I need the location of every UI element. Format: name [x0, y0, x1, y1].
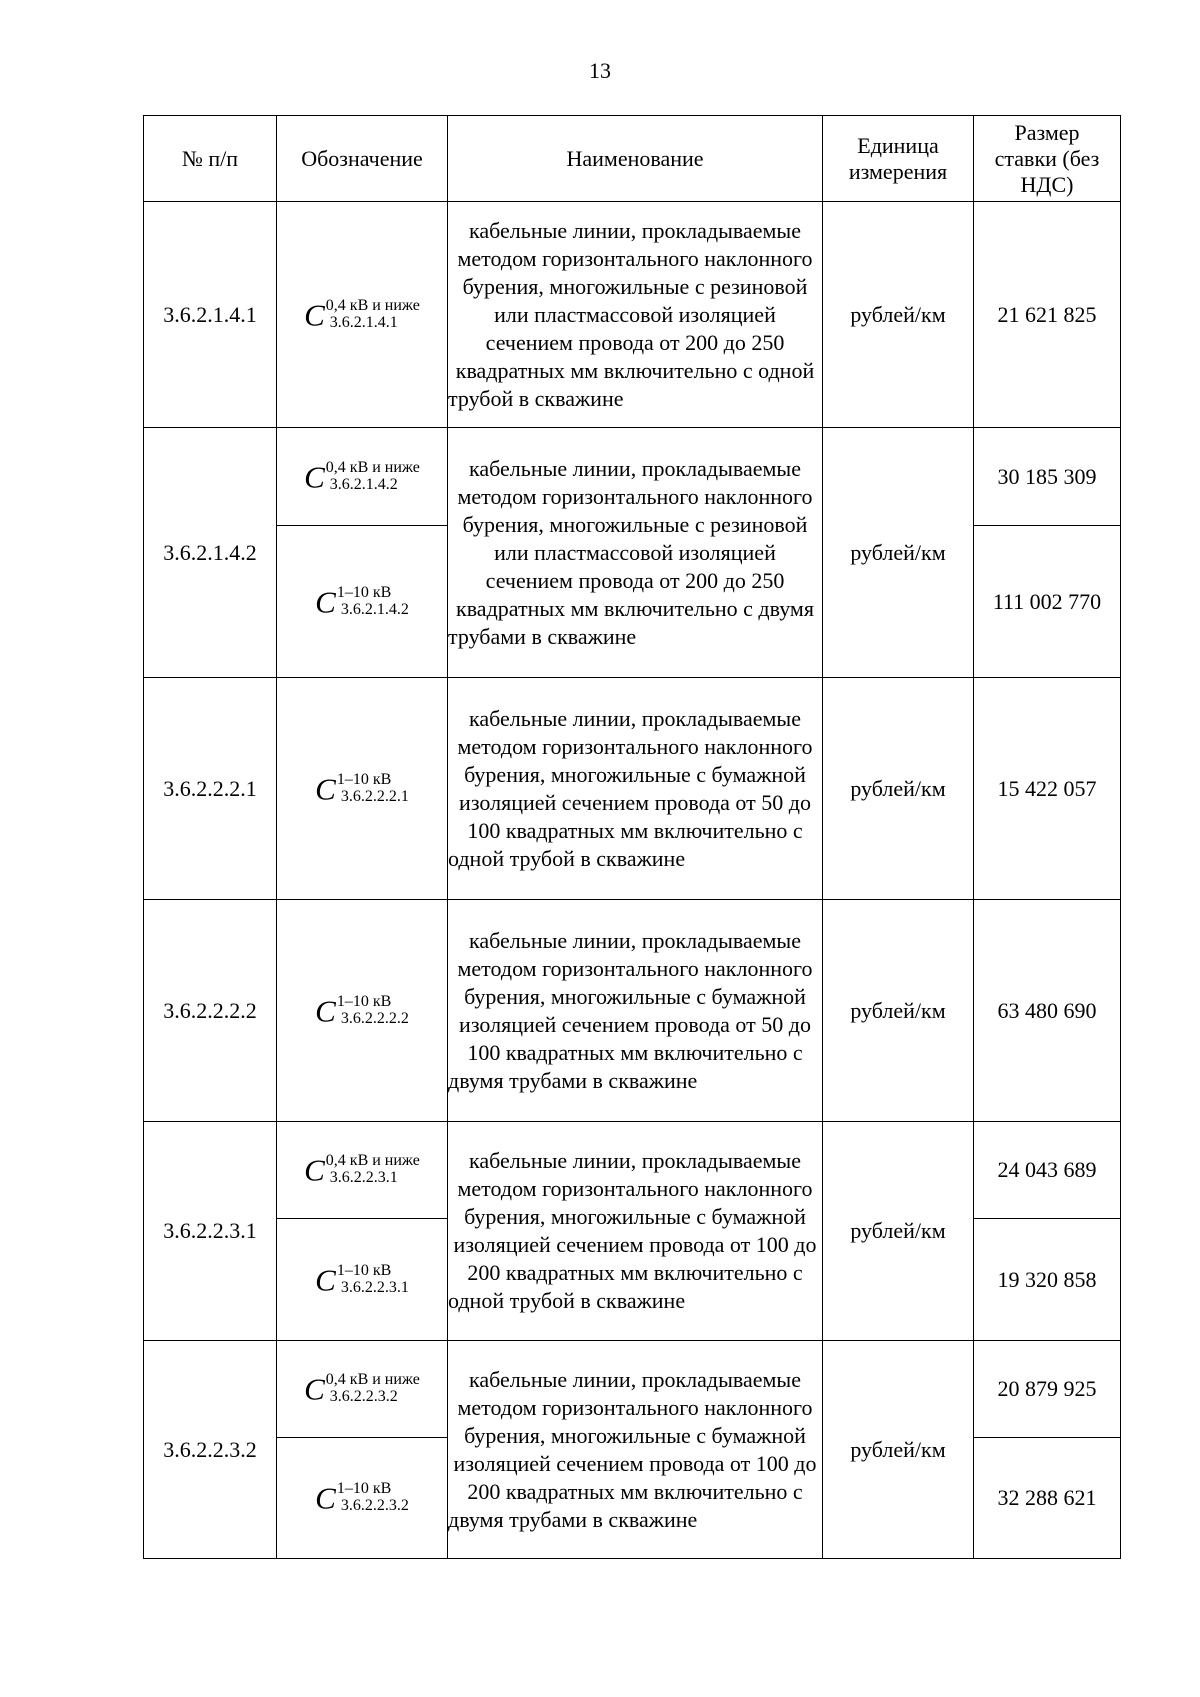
designation-letter: C: [304, 459, 325, 494]
table-row: [144, 202, 1121, 428]
designation-voltage: 1–10 кВ: [336, 992, 392, 1010]
designation-indices: [337, 1481, 409, 1515]
designation-voltage: 1–10 кВ: [336, 1480, 392, 1498]
designation-indices: [337, 585, 409, 619]
designation-cell: [277, 428, 448, 526]
designation-cell: [277, 1219, 448, 1341]
row-number: 3.6.2.1.4.1: [144, 202, 277, 428]
designation-letter: C: [304, 1152, 325, 1188]
designation-cell: [277, 1122, 448, 1219]
table-row: [144, 900, 1121, 1122]
designation-cell: [277, 526, 448, 678]
designation-cell: [277, 202, 448, 428]
table-row: [144, 1341, 1121, 1438]
designation-code: 3.6.2.2.3.1: [329, 1169, 398, 1186]
row-number: 3.6.2.2.2.2: [144, 900, 277, 1122]
designation-symbol: [304, 1372, 420, 1406]
designation-indices: [326, 460, 420, 494]
designation-indices: [337, 772, 409, 806]
designation-symbol: [304, 460, 420, 494]
row-unit: рублей/км: [823, 428, 974, 678]
designation-letter: C: [315, 771, 336, 806]
designation-letter: C: [315, 1262, 336, 1297]
row-unit: рублей/км: [823, 202, 974, 428]
row-unit: рублей/км: [823, 1341, 974, 1559]
row-description: кабельные линии, прокладываемые методом горизонтального наклонного бурения, многожильные с бумажной изоляцией сечением провода от 100 до 200 квадратных мм включительно с двумя трубами в скважине: [448, 1341, 823, 1559]
rate-value: 24 043 689: [974, 1122, 1121, 1219]
rate-value: 63 480 690: [974, 900, 1121, 1122]
table-body: [144, 202, 1121, 1559]
designation-letter: C: [315, 993, 336, 1028]
designation-symbol: [304, 298, 420, 332]
designation-cell: [277, 1341, 448, 1438]
designation-indices: [326, 1372, 420, 1406]
designation-letter: C: [304, 297, 325, 332]
header-unit: Единица измерения: [823, 116, 974, 202]
designation-symbol: [315, 1263, 409, 1297]
designation-code: 3.6.2.2.2.2: [340, 1009, 409, 1027]
designation-voltage: 0,4 кВ и ниже: [325, 296, 420, 314]
header-rate: Размер ставки (без НДС): [974, 116, 1121, 202]
rate-value: 20 879 925: [974, 1341, 1121, 1438]
row-number: 3.6.2.2.3.2: [144, 1341, 277, 1559]
row-description: кабельные линии, прокладываемые методом горизонтального наклонного бурения, многожильные с резиновой или пластмассовой изоляцией сечением провода от 200 до 250 квадратных мм включительно с одной трубой в скважине: [448, 202, 823, 428]
designation-voltage: 0,4 кВ и ниже: [325, 1152, 420, 1170]
header-num: № п/п: [144, 116, 277, 202]
designation-code: 3.6.2.1.4.2: [329, 475, 398, 493]
row-description: кабельные линии, прокладываемые методом горизонтального наклонного бурения, многожильные с бумажной изоляцией сечением провода от 50 до 100 квадратных мм включительно с двумя трубами в скважине: [448, 900, 823, 1122]
page-number: 13: [589, 58, 611, 83]
designation-code: 3.6.2.2.3.2: [329, 1388, 398, 1405]
row-description: кабельные линии, прокладываемые методом горизонтального наклонного бурения, многожильные с бумажной изоляцией сечением провода от 100 до 200 квадратных мм включительно с одной трубой в скважине: [448, 1122, 823, 1341]
designation-symbol: [315, 585, 409, 619]
designation-letter: C: [315, 584, 336, 619]
rate-value: 19 320 858: [974, 1219, 1121, 1341]
rates-table: [143, 115, 1121, 1559]
designation-code: 3.6.2.2.3.2: [340, 1497, 409, 1514]
header-designation: Обозначение: [277, 116, 448, 202]
rate-value: 111 002 770: [974, 526, 1121, 678]
designation-voltage: 0,4 кВ и ниже: [325, 458, 420, 476]
row-number: 3.6.2.2.2.1: [144, 678, 277, 900]
designation-symbol: [315, 1481, 409, 1515]
designation-cell: [277, 678, 448, 900]
rate-value: 15 422 057: [974, 678, 1121, 900]
designation-voltage: 0,4 кВ и ниже: [325, 1371, 420, 1389]
row-number: 3.6.2.2.3.1: [144, 1122, 277, 1341]
rate-value: 32 288 621: [974, 1438, 1121, 1559]
row-unit: рублей/км: [823, 900, 974, 1122]
row-unit: рублей/км: [823, 1122, 974, 1341]
designation-letter: C: [315, 1480, 336, 1516]
designation-cell: [277, 900, 448, 1122]
table-row: [144, 1122, 1121, 1219]
designation-letter: C: [304, 1371, 325, 1407]
designation-symbol: [315, 772, 409, 806]
designation-indices: [326, 1153, 420, 1187]
designation-cell: [277, 1438, 448, 1559]
rate-value: 21 621 825: [974, 202, 1121, 428]
row-number: 3.6.2.1.4.2: [144, 428, 277, 678]
designation-code: 3.6.2.2.3.1: [340, 1278, 409, 1296]
header-name: Наименование: [448, 116, 823, 202]
designation-symbol: [315, 994, 409, 1028]
table-row: [144, 428, 1121, 526]
designation-symbol: [304, 1153, 420, 1187]
designation-indices: [326, 298, 420, 332]
designation-code: 3.6.2.2.2.1: [340, 787, 409, 805]
row-description: кабельные линии, прокладываемые методом горизонтального наклонного бурения, многожильные с резиновой или пластмассовой изоляцией сечением провода от 200 до 250 квадратных мм включительно с двумя трубами в скважине: [448, 428, 823, 678]
table-row: [144, 678, 1121, 900]
designation-voltage: 1–10 кВ: [336, 583, 392, 601]
designation-indices: [337, 1263, 409, 1297]
table-header-row: [144, 116, 1121, 202]
row-description: кабельные линии, прокладываемые методом горизонтального наклонного бурения, многожильные с бумажной изоляцией сечением провода от 50 до 100 квадратных мм включительно с одной трубой в скважине: [448, 678, 823, 900]
designation-code: 3.6.2.1.4.2: [340, 600, 409, 618]
rate-value: 30 185 309: [974, 428, 1121, 526]
designation-voltage: 1–10 кВ: [336, 1261, 392, 1279]
designation-voltage: 1–10 кВ: [336, 770, 392, 788]
designation-code: 3.6.2.1.4.1: [329, 313, 398, 331]
row-unit: рублей/км: [823, 678, 974, 900]
designation-indices: [337, 994, 409, 1028]
